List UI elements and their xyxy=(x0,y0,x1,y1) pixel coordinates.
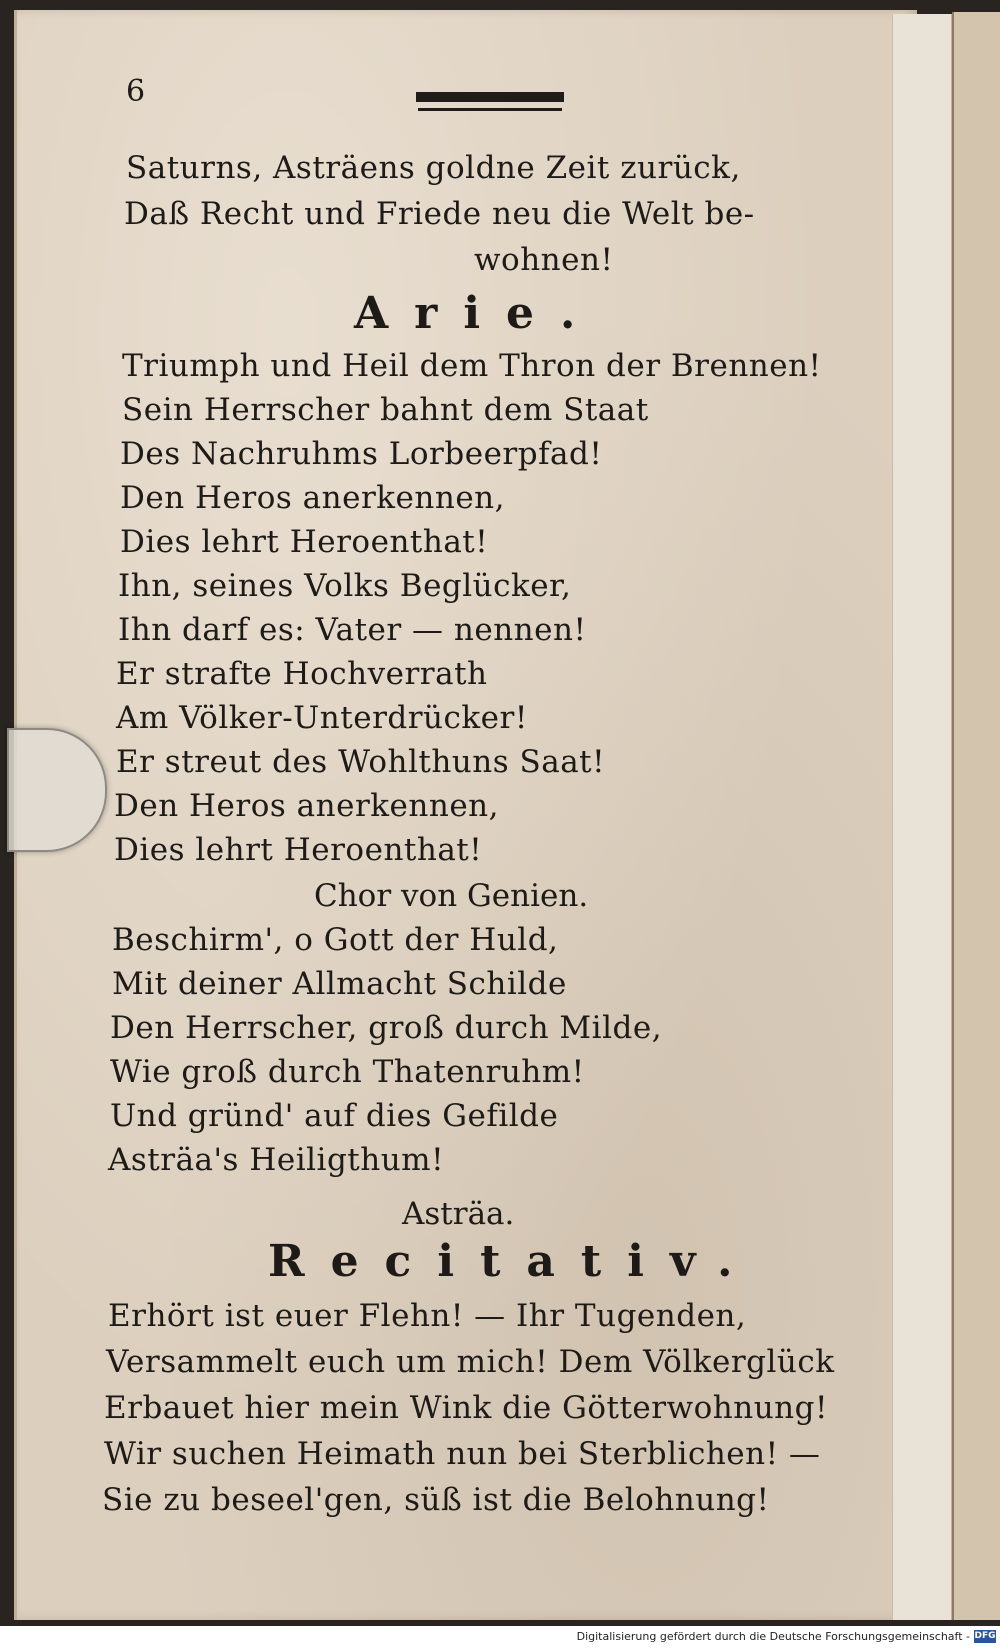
aria-line: Er streut des Wohlthuns Saat! xyxy=(116,744,606,780)
recitative-line: Erbauet hier mein Wink die Götterwohnung! xyxy=(104,1390,828,1426)
aria-line: Dies lehrt Heroenthat! xyxy=(120,524,489,560)
aria-line: Des Nachruhms Lorbeerpfad! xyxy=(120,436,603,472)
chorus-line: Mit deiner Allmacht Schilde xyxy=(112,966,567,1002)
recitative-line: Sie zu beseel'gen, süß ist die Belohnung! xyxy=(102,1482,770,1518)
chorus-speaker: Chor von Genien. xyxy=(314,878,589,914)
aria-line: Den Heros anerkennen, xyxy=(114,788,499,824)
chorus-line: Beschirm', o Gott der Huld, xyxy=(112,922,559,958)
aria-line: Den Heros anerkennen, xyxy=(120,480,505,516)
footer-credit: Digitalisierung gefördert durch die Deutsche Forschungsgemeinschaft - xyxy=(576,1630,970,1643)
opening-line: Daß Recht und Friede neu die Welt be- xyxy=(124,196,755,232)
next-page-edge xyxy=(952,12,1000,1620)
aria-heading: Arie. xyxy=(354,288,602,339)
opening-line: wohnen! xyxy=(474,242,614,278)
recitative-line: Erhört ist euer Flehn! — Ihr Tugenden, xyxy=(108,1298,747,1334)
chorus-line: Asträa's Heiligthum! xyxy=(108,1142,445,1178)
aria-line: Triumph und Heil dem Thron der Brennen! xyxy=(122,348,822,384)
aria-line: Sein Herrscher bahnt dem Staat xyxy=(122,392,649,428)
aria-line: Ihn, seines Volks Beglücker, xyxy=(118,568,572,604)
chorus-line: Wie groß durch Thatenruhm! xyxy=(110,1054,585,1090)
opening-line: Saturns, Asträens goldne Zeit zurück, xyxy=(126,150,741,186)
aria-line: Am Völker-Unterdrücker! xyxy=(116,700,528,736)
page-gutter xyxy=(892,14,952,1620)
dfg-logo: DFG xyxy=(974,1631,996,1641)
aria-line: Ihn darf es: Vater — nennen! xyxy=(118,612,587,648)
recitative-line: Wir suchen Heimath nun bei Sterblichen! — xyxy=(104,1436,821,1472)
page-number: 6 xyxy=(126,74,146,109)
aria-line: Er strafte Hochverrath xyxy=(116,656,488,692)
chorus-line: Den Herrscher, groß durch Milde, xyxy=(110,1010,663,1046)
bookmark-clip xyxy=(7,728,107,852)
recitative-heading: Recitativ. xyxy=(268,1236,759,1287)
header-rule xyxy=(416,92,564,102)
aria-line: Dies lehrt Heroenthat! xyxy=(114,832,483,868)
astraea-speaker: Asträa. xyxy=(402,1196,515,1232)
header-rule-thin xyxy=(418,108,562,111)
chorus-line: Und gründ' auf dies Gefilde xyxy=(110,1098,559,1134)
recitative-line: Versammelt euch um mich! Dem Völkerglück xyxy=(106,1344,835,1380)
